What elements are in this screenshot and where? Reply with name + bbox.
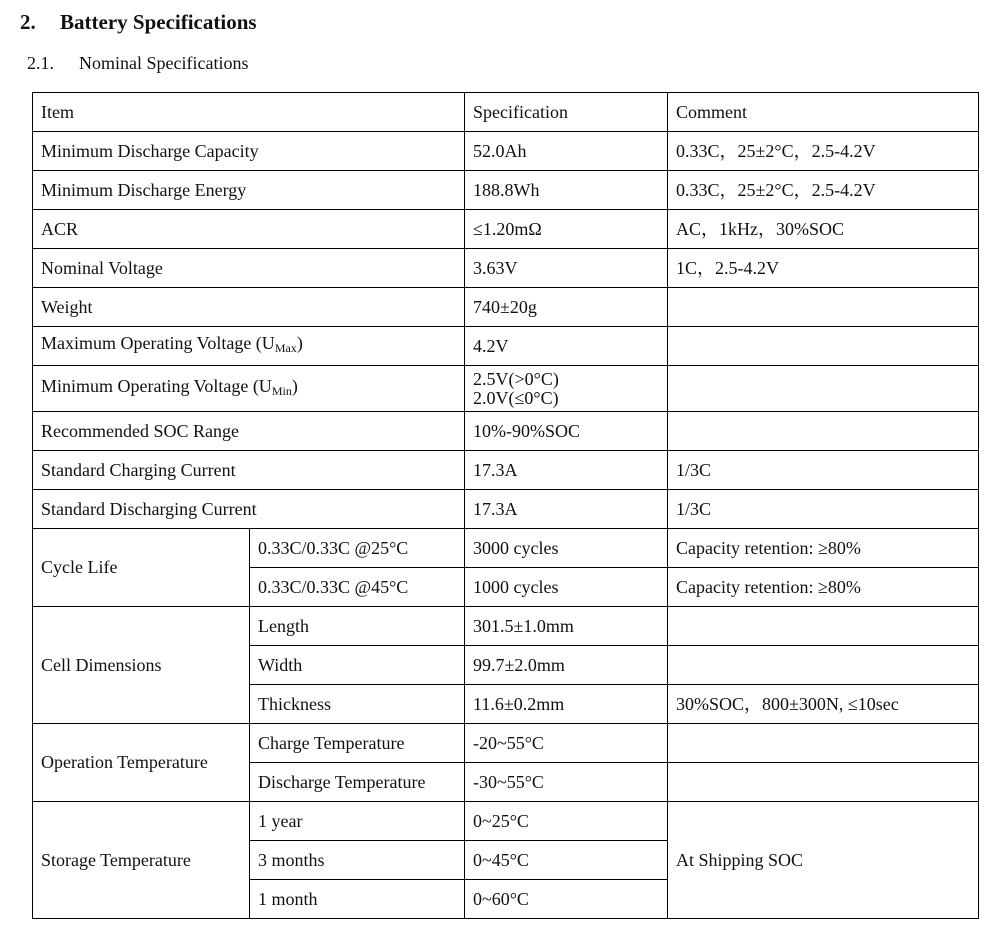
row-condition: 1 month [250, 880, 465, 919]
row-comment: 0.33C，25±2°C，2.5-4.2V [668, 171, 979, 210]
row-comment: Capacity retention: ≥80% [668, 529, 979, 568]
row-item: Minimum Discharge Energy [33, 171, 465, 210]
row-comment [668, 366, 979, 412]
row-comment: 1/3C [668, 490, 979, 529]
row-spec: 301.5±1.0mm [465, 607, 668, 646]
row-spec: 3000 cycles [465, 529, 668, 568]
table-row [33, 210, 979, 249]
row-comment: 30%SOC，800±300N, ≤10sec [668, 685, 979, 724]
row-spec: 17.3A [465, 490, 668, 529]
table-row [33, 802, 979, 841]
table-row [33, 288, 979, 327]
item-text: Maximum Operating Voltage (U [41, 333, 275, 353]
item-text: Minimum Operating Voltage (U [41, 375, 272, 396]
row-condition: Length [250, 607, 465, 646]
item-text-end: ) [296, 333, 303, 353]
row-item [33, 366, 465, 412]
row-spec: 10%-90%SOC [465, 412, 668, 451]
row-item: Standard Discharging Current [33, 490, 465, 529]
section-number: 2. [20, 10, 36, 34]
row-spec: -30~55°C [465, 763, 668, 802]
row-spec: 99.7±2.0mm [465, 646, 668, 685]
row-spec: -20~55°C [465, 724, 668, 763]
row-comment: AC，1kHz，30%SOC [668, 210, 979, 249]
row-item: ACR [33, 210, 465, 249]
table-row [33, 451, 979, 490]
row-comment [668, 646, 979, 685]
row-spec: 0~25°C [465, 802, 668, 841]
row-spec: 3.63V [465, 249, 668, 288]
row-comment: Capacity retention: ≥80% [668, 568, 979, 607]
row-item: Weight [33, 288, 465, 327]
row-condition: Width [250, 646, 465, 685]
group-comment: At Shipping SOC [668, 802, 979, 919]
table-header-row [33, 93, 979, 132]
row-condition: 0.33C/0.33C @25°C [250, 529, 465, 568]
section-title: Battery Specifications [60, 10, 257, 34]
group-item: Cell Dimensions [33, 607, 250, 724]
table-row [33, 366, 979, 412]
row-spec: 1000 cycles [465, 568, 668, 607]
group-item: Storage Temperature [33, 802, 250, 919]
table-row [33, 132, 979, 171]
table-row [33, 607, 979, 646]
spec-line: 2.0V(≤0°C) [473, 387, 559, 408]
subsection-heading [27, 53, 248, 74]
row-item: Minimum Discharge Capacity [33, 132, 465, 171]
specifications-table [32, 92, 979, 919]
group-item: Operation Temperature [33, 724, 250, 802]
row-condition: Discharge Temperature [250, 763, 465, 802]
row-spec: 52.0Ah [465, 132, 668, 171]
row-comment [668, 607, 979, 646]
table-row [33, 171, 979, 210]
item-text-end: ) [291, 375, 298, 396]
table-row [33, 529, 979, 568]
table-row [33, 327, 979, 366]
row-condition: 1 year [250, 802, 465, 841]
row-item: Standard Charging Current [33, 451, 465, 490]
row-spec: 740±20g [465, 288, 668, 327]
row-comment: 1/3C [668, 451, 979, 490]
table-row [33, 490, 979, 529]
row-spec: 188.8Wh [465, 171, 668, 210]
row-comment: 0.33C，25±2°C，2.5-4.2V [668, 132, 979, 171]
row-comment [668, 327, 979, 366]
row-comment: 1C，2.5-4.2V [668, 249, 979, 288]
group-item: Cycle Life [33, 529, 250, 607]
subsection-number: 2.1. [27, 53, 54, 73]
row-condition: 3 months [250, 841, 465, 880]
subsection-title: Nominal Specifications [79, 53, 249, 73]
table-row [33, 249, 979, 288]
row-comment [668, 412, 979, 451]
row-condition: Thickness [250, 685, 465, 724]
row-comment [668, 288, 979, 327]
row-condition: Charge Temperature [250, 724, 465, 763]
row-comment [668, 724, 979, 763]
row-spec: ≤1.20mΩ [465, 210, 668, 249]
row-spec [465, 366, 668, 412]
header-specification: Specification [465, 93, 668, 132]
table-row [33, 412, 979, 451]
spec-line: 2.5V(>0°C) [473, 368, 559, 389]
row-item [33, 327, 465, 366]
row-comment [668, 763, 979, 802]
row-condition: 0.33C/0.33C @45°C [250, 568, 465, 607]
item-subscript: Max [274, 341, 297, 355]
section-heading [20, 10, 257, 35]
item-subscript: Min [271, 383, 292, 398]
header-comment: Comment [668, 93, 979, 132]
row-item: Nominal Voltage [33, 249, 465, 288]
row-item: Recommended SOC Range [33, 412, 465, 451]
row-spec: 0~60°C [465, 880, 668, 919]
row-spec: 0~45°C [465, 841, 668, 880]
row-spec: 11.6±0.2mm [465, 685, 668, 724]
table-row [33, 724, 979, 763]
header-item: Item [33, 93, 465, 132]
row-spec: 17.3A [465, 451, 668, 490]
row-spec: 4.2V [465, 327, 668, 366]
